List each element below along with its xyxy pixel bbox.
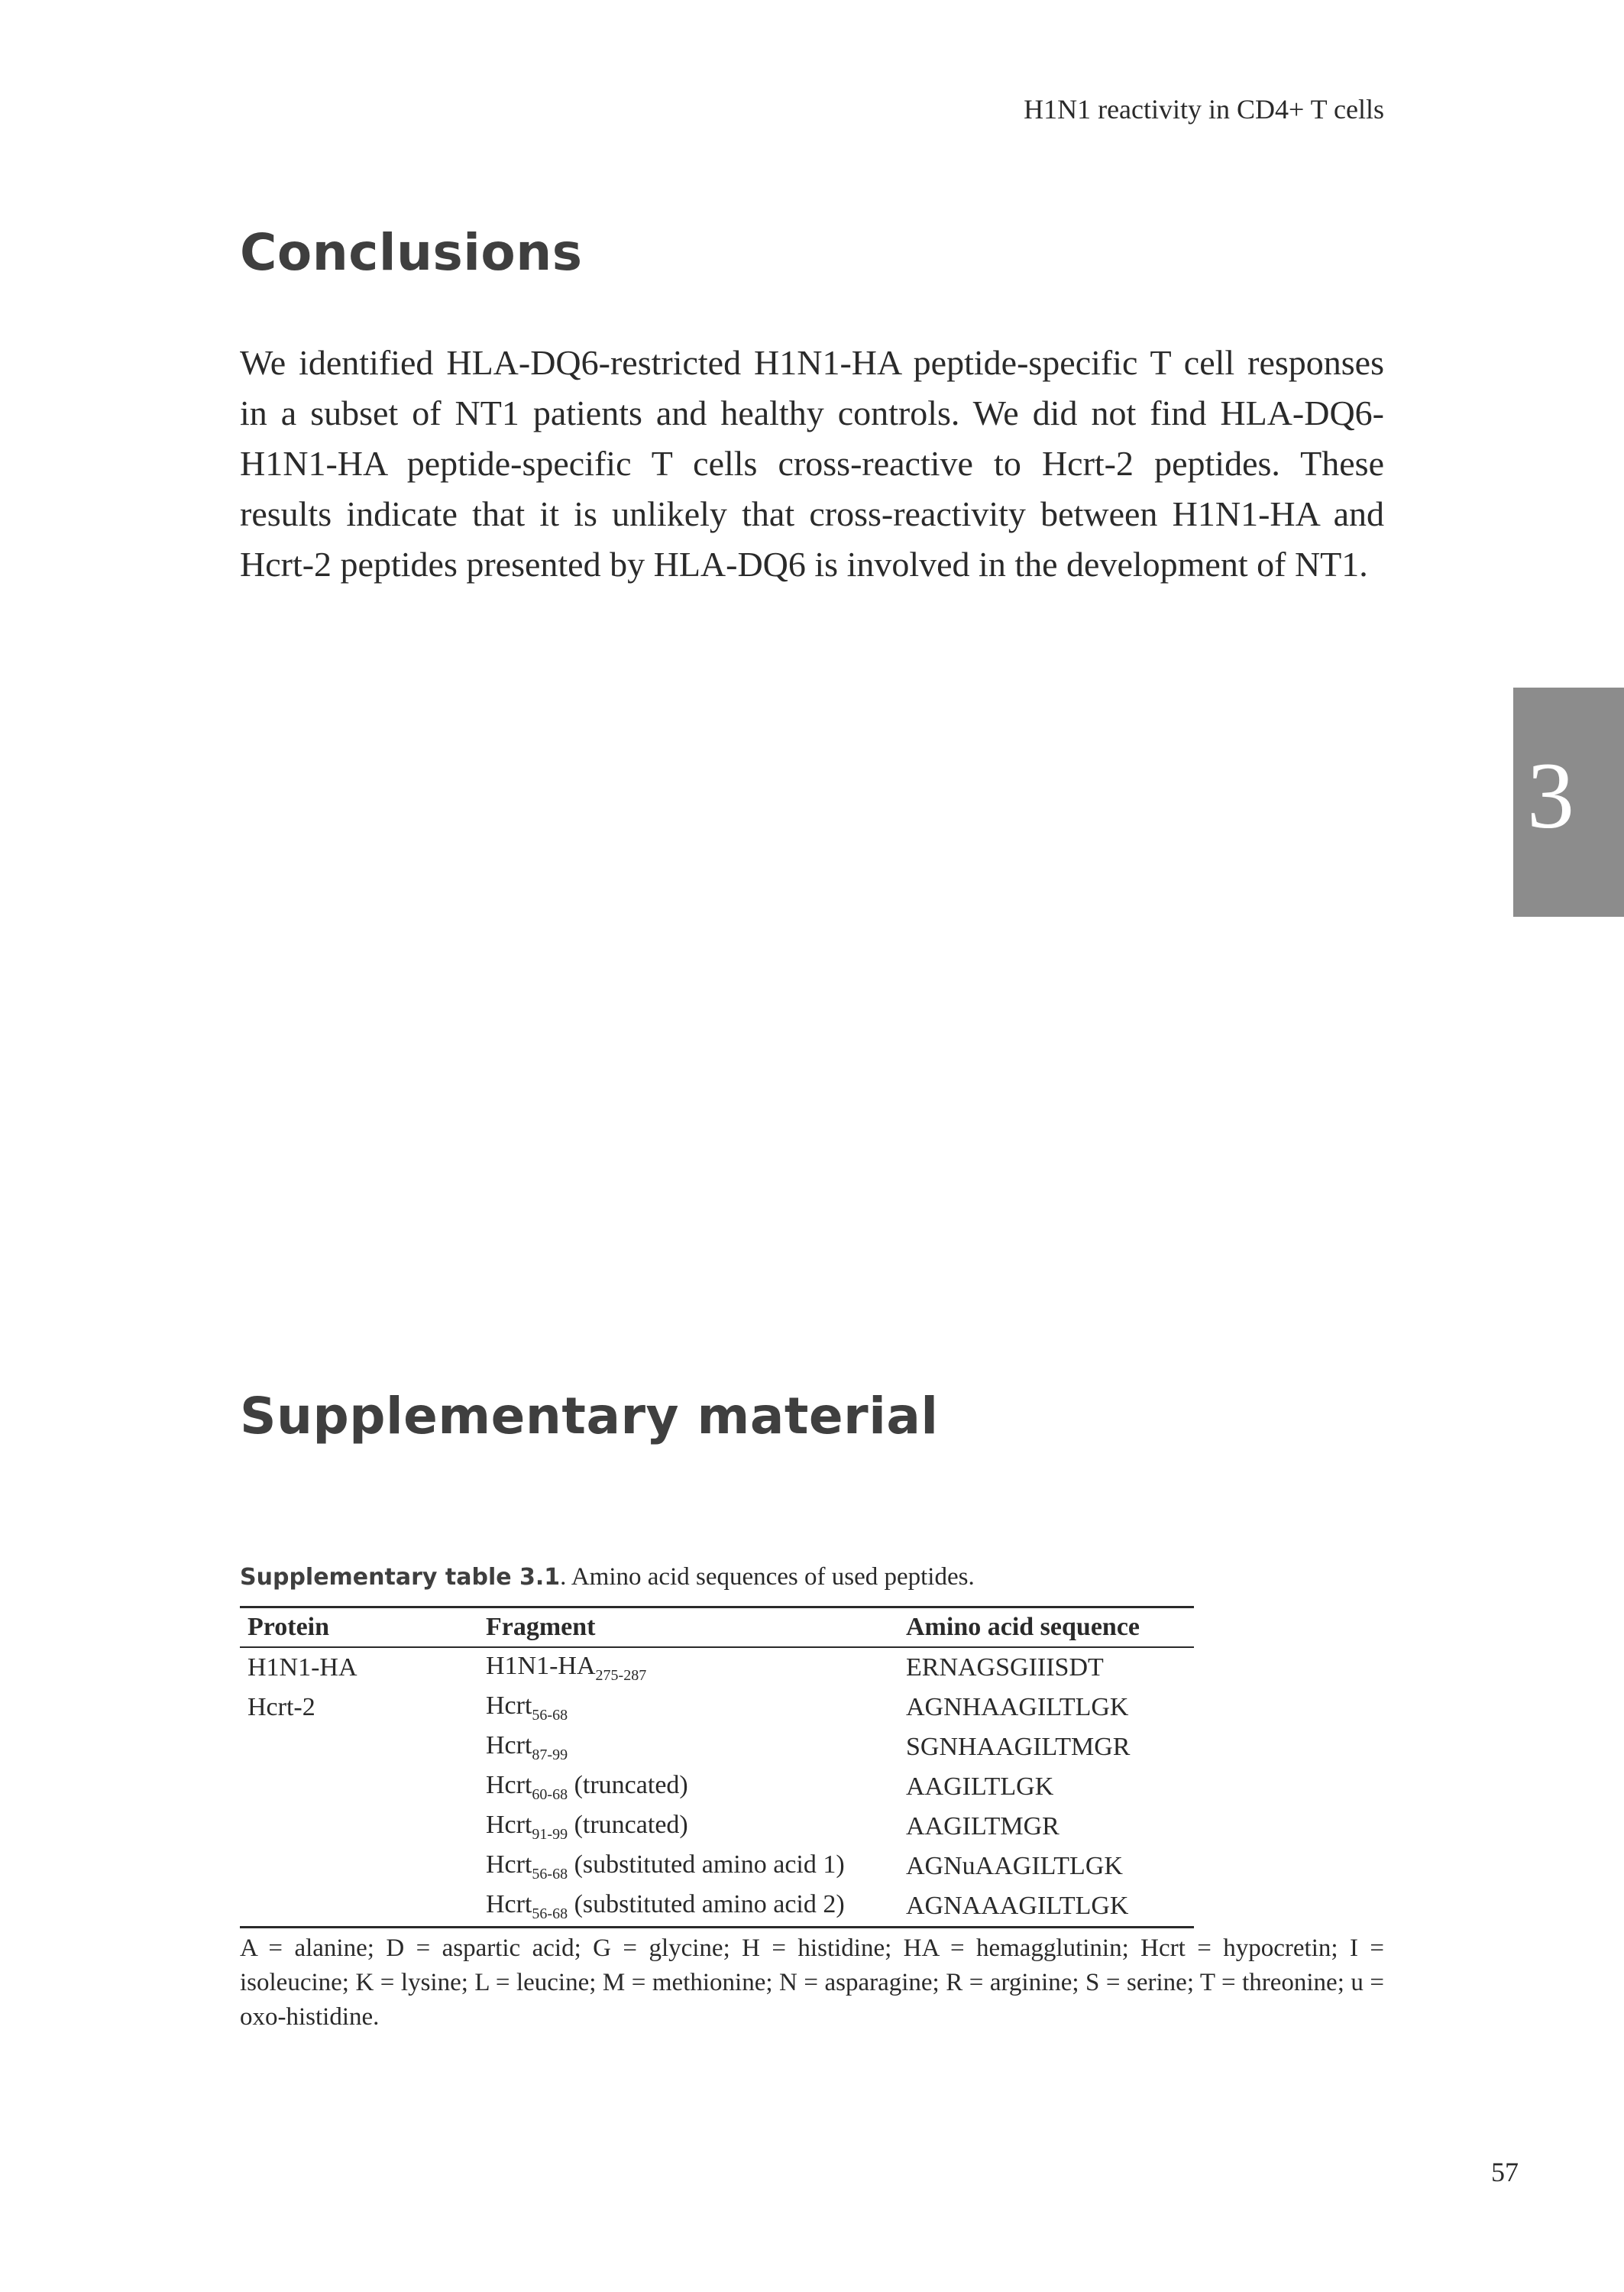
cell-sequence: ERNAGSGIIISDT bbox=[906, 1653, 1104, 1682]
fragment-range: 275-287 bbox=[595, 1666, 647, 1684]
cell-sequence: AGNuAAGILTLGK bbox=[906, 1852, 1123, 1880]
running-head: H1N1 reactivity in CD4+ T cells bbox=[1024, 94, 1384, 125]
table-caption bbox=[240, 1563, 975, 1591]
column-header-protein: Protein bbox=[247, 1613, 330, 1641]
cell-sequence: AAGILTMGR bbox=[906, 1812, 1059, 1840]
peptide-table bbox=[240, 1606, 1194, 1928]
fragment-name: H1N1-HA bbox=[486, 1651, 596, 1680]
supplementary-heading: Supplementary material bbox=[240, 1387, 939, 1445]
fragment-name: Hcrt bbox=[486, 1770, 532, 1799]
cell-protein bbox=[240, 1727, 478, 1767]
cell-sequence: AGNHAAGILTLGK bbox=[906, 1693, 1129, 1721]
table-caption-label: Supplementary table 3.1 bbox=[240, 1564, 561, 1591]
column-header-sequence: Amino acid sequence bbox=[906, 1613, 1140, 1641]
table-footnote: A = alanine; D = aspartic acid; G = glycine; H = histidine; HA = hemagglutinin; Hcrt = hypocretin; I = isoleucine; K = lysine; L = leucine; M = methionine; N = asparagine; R = arginine; S = serine; T = threonine; u = oxo-histidine. bbox=[240, 1934, 1384, 2031]
fragment-range: 91-99 bbox=[532, 1825, 568, 1843]
table-row bbox=[240, 1647, 1194, 1688]
cell-fragment bbox=[478, 1647, 898, 1688]
cell-sequence: AGNAAAGILTLGK bbox=[906, 1892, 1129, 1920]
cell-protein bbox=[240, 1807, 478, 1847]
cell-fragment bbox=[478, 1807, 898, 1847]
cell-protein bbox=[240, 1847, 478, 1886]
cell-sequence: SGNHAAGILTMGR bbox=[906, 1733, 1131, 1761]
conclusions-paragraph: We identified HLA-DQ6-restricted H1N1-HA peptide-specific T cell responses in a subset of NT1 patients and healthy controls. We did not find HLA-DQ6-H1N1-HA peptide-specific T cells cross-reactive to Hcrt-2 peptides. These results indicate that it is unlikely that cross-reactivity between H1N1-HA and Hcrt-2 peptides presented by HLA-DQ6 is involved in the development of NT1. bbox=[240, 343, 1384, 584]
page-number: 57 bbox=[1491, 2157, 1519, 2187]
table-row bbox=[240, 1688, 1194, 1727]
fragment-range: 60-68 bbox=[532, 1785, 568, 1803]
cell-fragment bbox=[478, 1688, 898, 1727]
table-row bbox=[240, 1886, 1194, 1928]
fragment-note: (substituted amino acid 2) bbox=[568, 1889, 845, 1918]
fragment-note: (truncated) bbox=[568, 1770, 688, 1799]
fragment-name: Hcrt bbox=[486, 1810, 532, 1839]
cell-protein: H1N1-HA bbox=[247, 1653, 357, 1682]
cell-fragment bbox=[478, 1767, 898, 1807]
cell-protein: Hcrt-2 bbox=[247, 1693, 315, 1721]
fragment-name: Hcrt bbox=[486, 1850, 532, 1879]
table-header-row bbox=[240, 1607, 1194, 1648]
conclusions-heading: Conclusions bbox=[240, 223, 583, 282]
cell-fragment bbox=[478, 1847, 898, 1886]
fragment-range: 56-68 bbox=[532, 1706, 568, 1724]
cell-fragment bbox=[478, 1727, 898, 1767]
table-caption-text: . Amino acid sequences of used peptides. bbox=[560, 1563, 975, 1591]
cell-sequence: AAGILTLGK bbox=[906, 1772, 1054, 1801]
chapter-tab bbox=[1513, 688, 1624, 917]
table-row bbox=[240, 1727, 1194, 1767]
fragment-name: Hcrt bbox=[486, 1889, 532, 1918]
fragment-name: Hcrt bbox=[486, 1730, 532, 1759]
table-row bbox=[240, 1767, 1194, 1807]
fragment-note: (substituted amino acid 1) bbox=[568, 1850, 845, 1879]
fragment-range: 56-68 bbox=[532, 1905, 568, 1922]
cell-protein bbox=[240, 1886, 478, 1928]
chapter-number: 3 bbox=[1527, 743, 1574, 848]
table-row bbox=[240, 1847, 1194, 1886]
fragment-range: 56-68 bbox=[532, 1865, 568, 1882]
fragment-range: 87-99 bbox=[532, 1746, 568, 1763]
fragment-name: Hcrt bbox=[486, 1691, 532, 1720]
fragment-note: (truncated) bbox=[568, 1810, 688, 1839]
table-row bbox=[240, 1807, 1194, 1847]
cell-fragment bbox=[478, 1886, 898, 1928]
cell-protein bbox=[240, 1767, 478, 1807]
column-header-fragment: Fragment bbox=[486, 1613, 596, 1641]
